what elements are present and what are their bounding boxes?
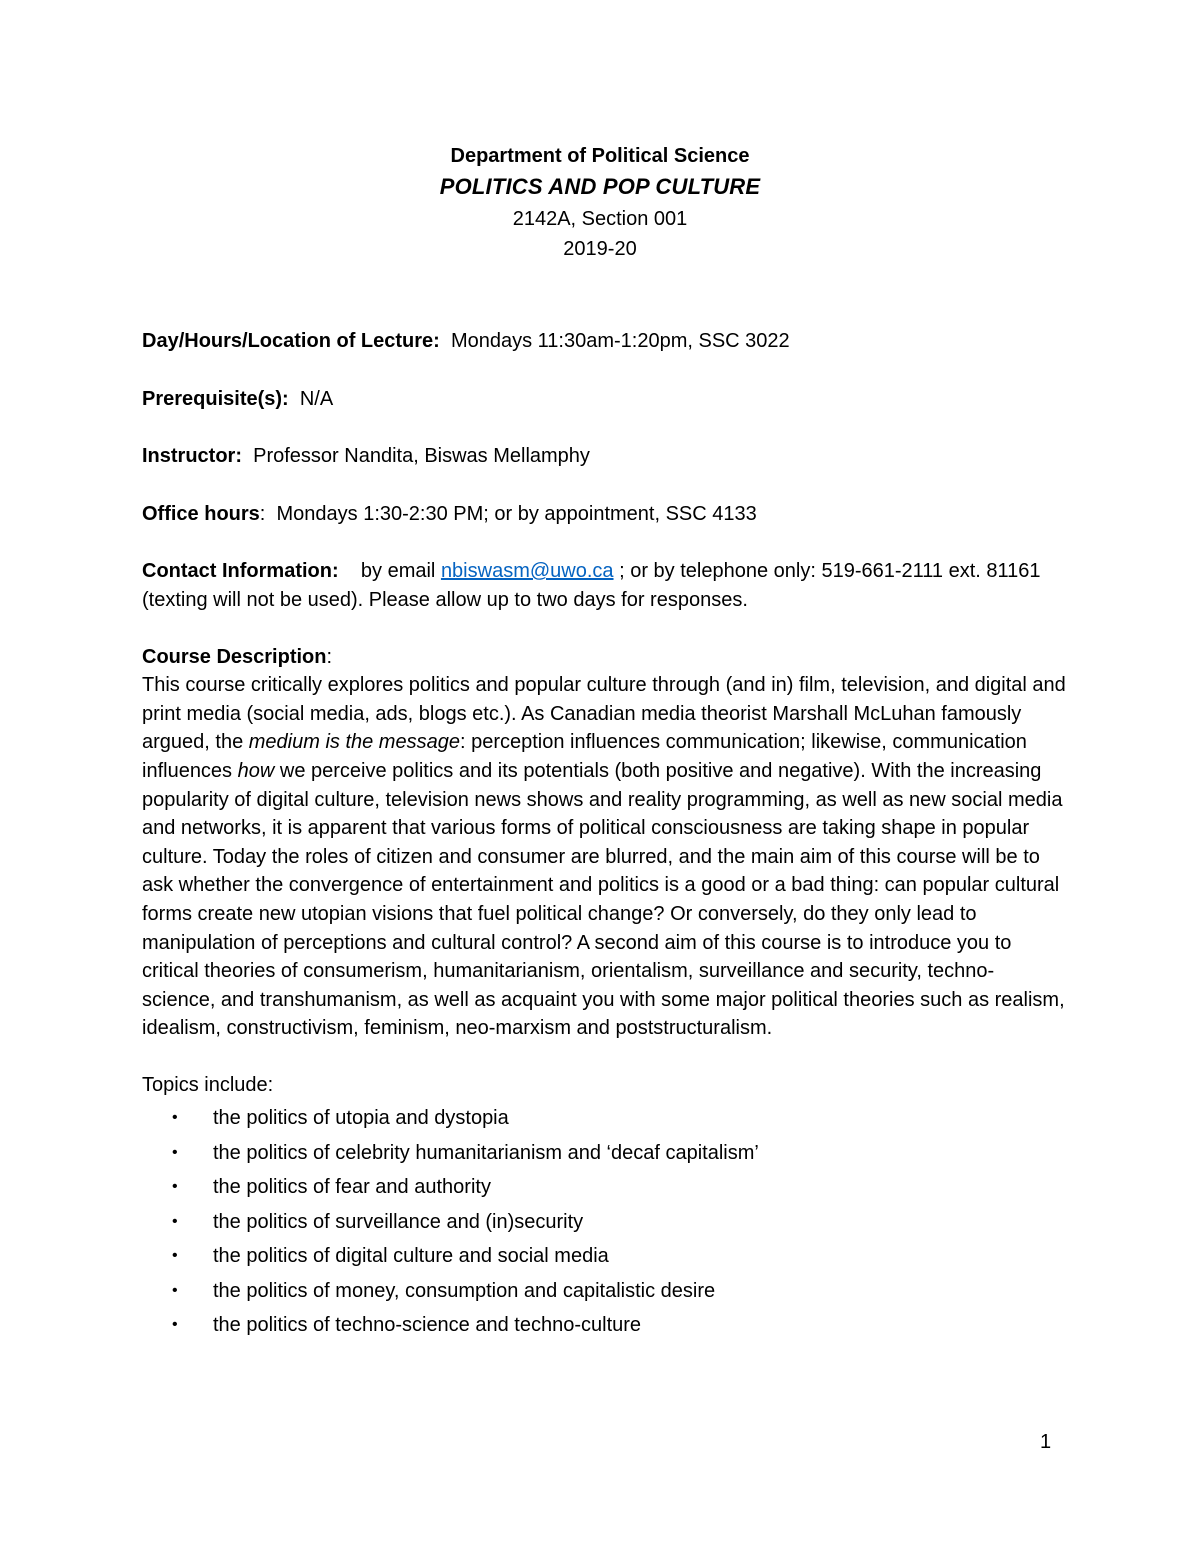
lecture-value: Mondays 11:30am-1:20pm, SSC 3022 [450,330,790,352]
bullet-icon: • [172,1316,178,1334]
prerequisites-value: N/A [299,387,334,410]
lecture-label: Day/Hours/Location of Lecture: [142,330,440,352]
list-item [142,1205,1067,1240]
course-description-heading-colon: : [326,645,333,668]
description-part-3: we perceive politics and its potentials (both positive and negative). With the increasing popularity of digital culture, television news shows and reality programming, as well as new social media and networks, it is apparent that various forms of political consciousness are taking shape in popular culture. Today the roles of citizen and consumer are blurred, and the main aim of this course will be to ask whether the convergence of entertainment and politics is a good or a bad thing: can popular cultural forms create new utopian visions that fuel political change? Or conversely, do they only lead to manipulation of perceptions and cultural control? A second aim of this course is to introduce you to critical theories of consumerism, humanitarianism, orientalism, surveillance and security, techno-science, and transhumanism, as well as acquaint you with some major political theories such as realism, idealism, constructivism, feminism, neo-marxism and poststructuralism. [142,759,1065,1040]
description-part-2: : perception influences communication; likewise, communication influences [142,731,1027,782]
list-item [142,1239,1067,1274]
contact-label: Contact Information: [142,560,339,583]
bullet-icon: • [172,1143,178,1161]
department-name: Department of Political Science [450,145,750,167]
document-header [0,142,1200,264]
description-part-1: This course critically explores politics and popular culture through (and in) film, television, and digital and print media (social media, ads, blogs etc.). As Canadian media theorist Marshall McLuhan famously argued, the [142,674,1066,754]
bullet-icon: • [172,1281,178,1299]
office-hours-colon: : [259,502,266,525]
description-emphasis-2: how [237,759,275,782]
office-hours-value: Mondays 1:30-2:30 PM; or by appointment, SSC 4133 [276,502,757,525]
lecture-field [142,327,1067,356]
instructor-value: Professor Nandita, Biswas Mellamphy [253,445,590,468]
course-description-heading [142,643,1067,672]
list-item [142,1136,1067,1171]
topic-text: the politics of money, consumption and capitalistic desire [213,1279,716,1302]
office-hours-field [142,500,1067,529]
prerequisites-label: Prerequisite(s): [142,387,289,410]
bullet-icon: • [172,1247,178,1265]
instructor-field [142,442,1067,471]
bullet-icon: • [172,1212,178,1230]
list-item [142,1308,1067,1343]
course-description-heading-text: Course Description [142,645,327,668]
list-item [142,1274,1067,1309]
bullet-icon: • [172,1178,178,1196]
topics-heading: Topics include: [142,1073,274,1096]
contact-field [142,557,1067,614]
course-title: POLITICS AND POP CULTURE [439,174,761,199]
course-description-text [142,671,1067,1043]
topic-text: the politics of utopia and dystopia [213,1107,509,1130]
topic-text: the politics of fear and authority [213,1176,491,1199]
instructor-label: Instructor: [142,445,242,468]
contact-suffix: ; or by telephone only: 519-661-2111 ext. 81161 (texting will not be used). Please allow up to two days for responses. [142,560,1041,611]
prerequisites-field [142,385,1067,414]
academic-year: 2019-20 [563,238,637,260]
topic-text: the politics of surveillance and (in)security [213,1210,584,1233]
bullet-icon: • [172,1109,178,1127]
topic-text: the politics of celebrity humanitarianism and ‘decaf capitalism’ [213,1141,759,1164]
email-link[interactable]: nbiswasm@uwo.ca [440,560,614,583]
topic-text: the politics of techno-science and techno-culture [213,1314,642,1337]
document-body [142,327,1067,1343]
list-item [142,1101,1067,1136]
topic-text: the politics of digital culture and social media [213,1245,609,1268]
topics-list [142,1101,1067,1343]
description-emphasis-1: medium is the message [248,731,460,754]
page-number: 1 [1040,1431,1052,1453]
course-section: 2142A, Section 001 [512,208,688,230]
list-item [142,1170,1067,1205]
office-hours-label: Office hours [142,502,260,525]
contact-prefix: by email [360,560,436,583]
